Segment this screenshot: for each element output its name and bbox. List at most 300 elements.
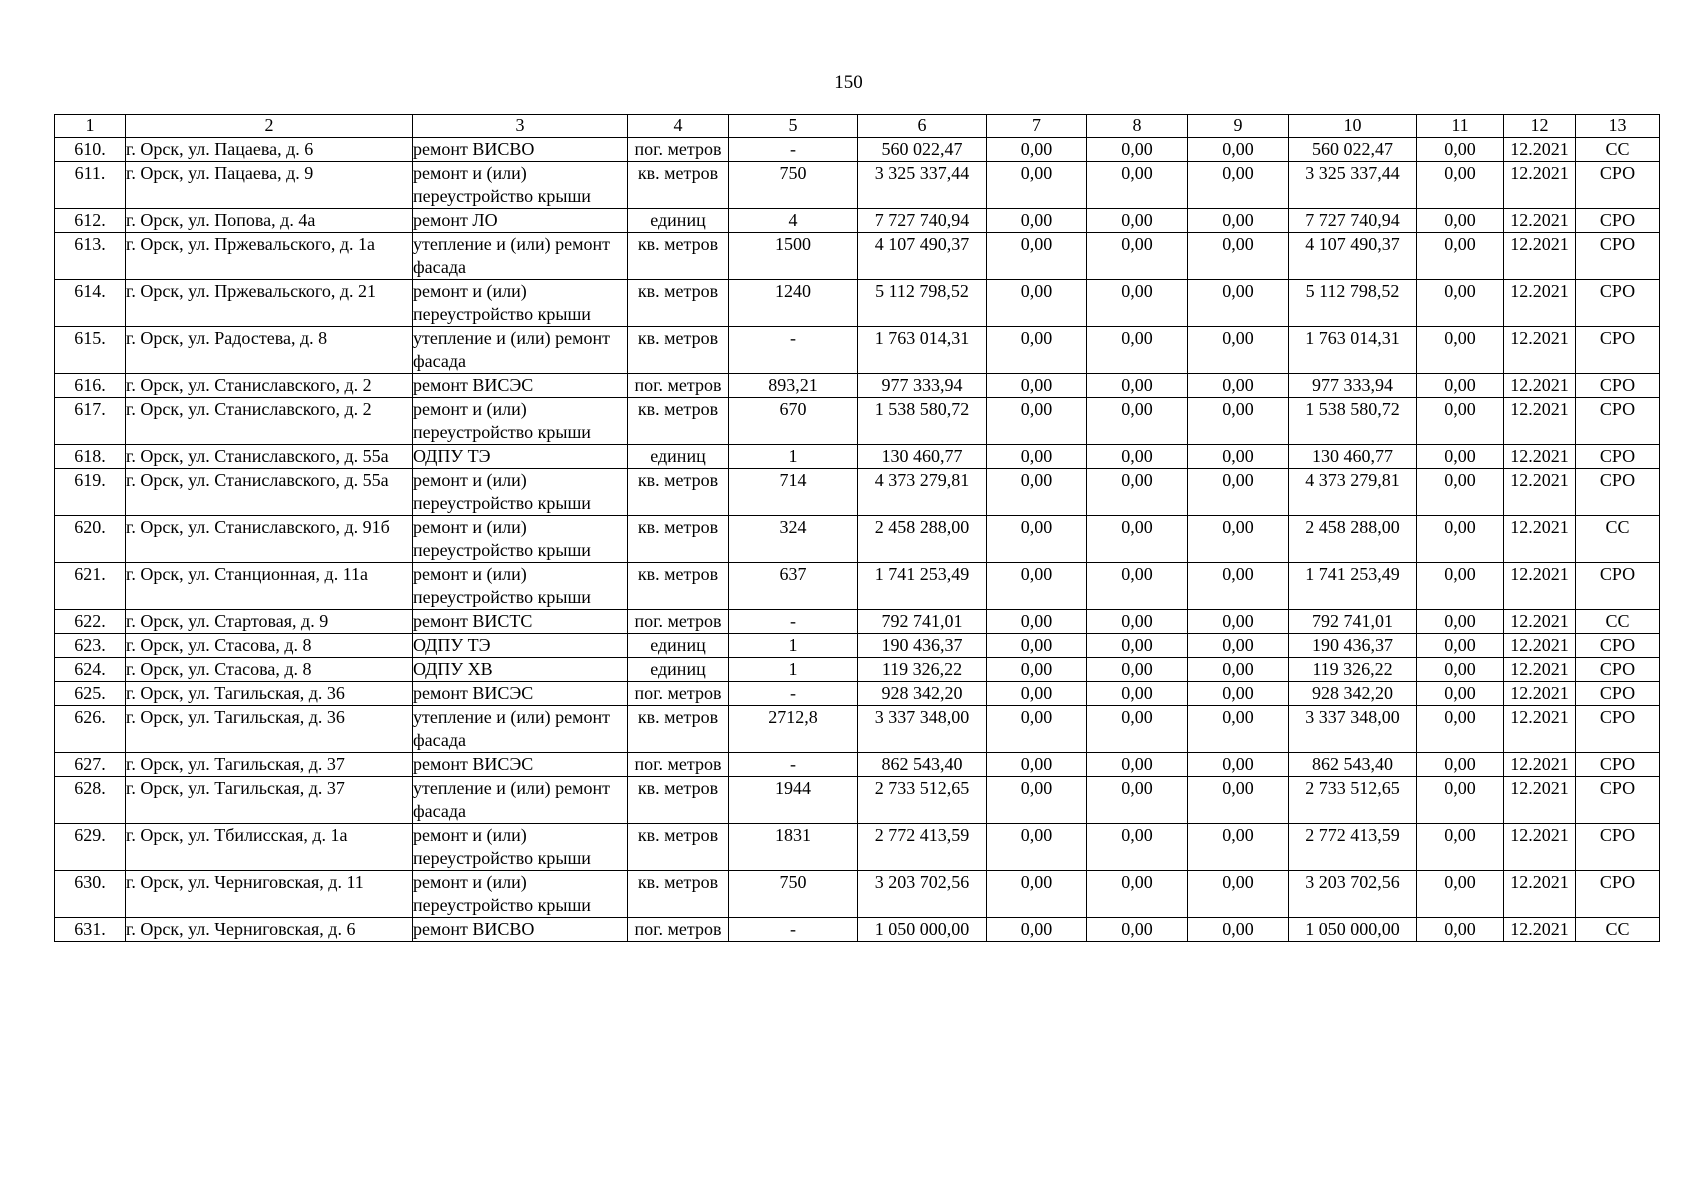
address-cell: г. Орск, ул. Тагильская, д. 37 [126,777,413,824]
total-cost-cell: 4 373 279,81 [858,469,987,516]
unit-cell: пог. метров [628,682,729,706]
fund-regional-cell: 0,00 [1087,753,1188,777]
completion-date-cell: 12.2021 [1504,445,1576,469]
total-cost-cell: 1 050 000,00 [858,918,987,942]
fund-owners-cell: 560 022,47 [1289,138,1417,162]
address-cell: г. Орск, ул. Попова, д. 4а [126,209,413,233]
fund-other-cell: 0,00 [1417,753,1504,777]
collection-method-cell: СРО [1576,658,1660,682]
quantity-cell: - [729,327,858,374]
fund-federal-cell: 0,00 [987,634,1087,658]
completion-date-cell: 12.2021 [1504,138,1576,162]
quantity-cell: 1 [729,445,858,469]
fund-local-cell: 0,00 [1188,610,1289,634]
fund-federal-cell: 0,00 [987,918,1087,942]
address-cell: г. Орск, ул. Станиславского, д. 91б [126,516,413,563]
collection-method-cell: СС [1576,918,1660,942]
collection-method-cell: СРО [1576,469,1660,516]
column-header: 7 [987,115,1087,138]
quantity-cell: 1240 [729,280,858,327]
fund-federal-cell: 0,00 [987,610,1087,634]
column-header: 13 [1576,115,1660,138]
fund-regional-cell: 0,00 [1087,682,1188,706]
column-header: 4 [628,115,729,138]
quantity-cell: 714 [729,469,858,516]
fund-local-cell: 0,00 [1188,374,1289,398]
table-row [55,753,1660,777]
collection-method-cell: СС [1576,516,1660,563]
fund-local-cell: 0,00 [1188,162,1289,209]
completion-date-cell: 12.2021 [1504,516,1576,563]
address-cell: г. Орск, ул. Тагильская, д. 36 [126,706,413,753]
completion-date-cell: 12.2021 [1504,753,1576,777]
total-cost-cell: 2 458 288,00 [858,516,987,563]
table-row [55,233,1660,280]
quantity-cell: 1831 [729,824,858,871]
fund-owners-cell: 792 741,01 [1289,610,1417,634]
total-cost-cell: 3 325 337,44 [858,162,987,209]
fund-regional-cell: 0,00 [1087,634,1188,658]
total-cost-cell: 5 112 798,52 [858,280,987,327]
work-type-cell: утепление и (или) ремонт фасада [413,327,628,374]
work-type-cell: ремонт и (или) переустройство крыши [413,398,628,445]
fund-regional-cell: 0,00 [1087,327,1188,374]
work-type-cell: ремонт и (или) переустройство крыши [413,824,628,871]
fund-federal-cell: 0,00 [987,374,1087,398]
total-cost-cell: 7 727 740,94 [858,209,987,233]
fund-regional-cell: 0,00 [1087,209,1188,233]
fund-other-cell: 0,00 [1417,516,1504,563]
fund-owners-cell: 119 326,22 [1289,658,1417,682]
address-cell: г. Орск, ул. Станционная, д. 11а [126,563,413,610]
completion-date-cell: 12.2021 [1504,233,1576,280]
fund-federal-cell: 0,00 [987,445,1087,469]
unit-cell: кв. метров [628,233,729,280]
quantity-cell: 750 [729,162,858,209]
work-type-cell: ремонт ВИСТС [413,610,628,634]
collection-method-cell: СРО [1576,706,1660,753]
unit-cell: кв. метров [628,327,729,374]
fund-owners-cell: 2 458 288,00 [1289,516,1417,563]
fund-regional-cell: 0,00 [1087,445,1188,469]
collection-method-cell: СРО [1576,777,1660,824]
collection-method-cell: СРО [1576,233,1660,280]
column-header: 11 [1417,115,1504,138]
table-row [55,209,1660,233]
fund-federal-cell: 0,00 [987,469,1087,516]
work-type-cell: ремонт ВИСВО [413,918,628,942]
fund-federal-cell: 0,00 [987,824,1087,871]
fund-other-cell: 0,00 [1417,658,1504,682]
column-header: 12 [1504,115,1576,138]
fund-other-cell: 0,00 [1417,209,1504,233]
fund-owners-cell: 2 733 512,65 [1289,777,1417,824]
total-cost-cell: 862 543,40 [858,753,987,777]
row-number-cell: 620. [55,516,126,563]
fund-federal-cell: 0,00 [987,516,1087,563]
table-row [55,374,1660,398]
total-cost-cell: 119 326,22 [858,658,987,682]
collection-method-cell: СРО [1576,398,1660,445]
column-header: 10 [1289,115,1417,138]
table-row [55,658,1660,682]
row-number-cell: 630. [55,871,126,918]
work-type-cell: утепление и (или) ремонт фасада [413,777,628,824]
completion-date-cell: 12.2021 [1504,327,1576,374]
fund-regional-cell: 0,00 [1087,162,1188,209]
table-row [55,824,1660,871]
fund-regional-cell: 0,00 [1087,777,1188,824]
capital-repair-table [54,114,1660,942]
fund-local-cell: 0,00 [1188,138,1289,162]
unit-cell: кв. метров [628,280,729,327]
total-cost-cell: 3 337 348,00 [858,706,987,753]
fund-local-cell: 0,00 [1188,824,1289,871]
table-row [55,398,1660,445]
row-number-cell: 624. [55,658,126,682]
fund-other-cell: 0,00 [1417,374,1504,398]
fund-regional-cell: 0,00 [1087,516,1188,563]
unit-cell: кв. метров [628,398,729,445]
fund-owners-cell: 1 741 253,49 [1289,563,1417,610]
fund-local-cell: 0,00 [1188,209,1289,233]
unit-cell: пог. метров [628,138,729,162]
fund-owners-cell: 928 342,20 [1289,682,1417,706]
fund-local-cell: 0,00 [1188,706,1289,753]
fund-local-cell: 0,00 [1188,327,1289,374]
unit-cell: кв. метров [628,516,729,563]
fund-local-cell: 0,00 [1188,682,1289,706]
fund-regional-cell: 0,00 [1087,563,1188,610]
row-number-cell: 613. [55,233,126,280]
completion-date-cell: 12.2021 [1504,374,1576,398]
completion-date-cell: 12.2021 [1504,610,1576,634]
table-row [55,777,1660,824]
row-number-cell: 614. [55,280,126,327]
quantity-cell: - [729,610,858,634]
fund-other-cell: 0,00 [1417,445,1504,469]
fund-other-cell: 0,00 [1417,824,1504,871]
quantity-cell: 1 [729,634,858,658]
address-cell: г. Орск, ул. Пржевальского, д. 21 [126,280,413,327]
fund-federal-cell: 0,00 [987,706,1087,753]
completion-date-cell: 12.2021 [1504,398,1576,445]
fund-federal-cell: 0,00 [987,233,1087,280]
column-header: 1 [55,115,126,138]
fund-other-cell: 0,00 [1417,563,1504,610]
fund-regional-cell: 0,00 [1087,871,1188,918]
fund-local-cell: 0,00 [1188,280,1289,327]
table-body [55,138,1660,942]
total-cost-cell: 1 763 014,31 [858,327,987,374]
collection-method-cell: СРО [1576,327,1660,374]
quantity-cell: - [729,918,858,942]
fund-federal-cell: 0,00 [987,753,1087,777]
table-header [55,115,1660,138]
total-cost-cell: 792 741,01 [858,610,987,634]
address-cell: г. Орск, ул. Станиславского, д. 55а [126,469,413,516]
fund-regional-cell: 0,00 [1087,233,1188,280]
collection-method-cell: СС [1576,138,1660,162]
fund-regional-cell: 0,00 [1087,610,1188,634]
total-cost-cell: 977 333,94 [858,374,987,398]
table-row [55,634,1660,658]
work-type-cell: утепление и (или) ремонт фасада [413,706,628,753]
completion-date-cell: 12.2021 [1504,918,1576,942]
collection-method-cell: СРО [1576,445,1660,469]
quantity-cell: - [729,682,858,706]
row-number-cell: 621. [55,563,126,610]
fund-federal-cell: 0,00 [987,563,1087,610]
fund-local-cell: 0,00 [1188,563,1289,610]
row-number-cell: 611. [55,162,126,209]
fund-owners-cell: 2 772 413,59 [1289,824,1417,871]
address-cell: г. Орск, ул. Стасова, д. 8 [126,658,413,682]
table-row [55,918,1660,942]
column-header: 9 [1188,115,1289,138]
collection-method-cell: СС [1576,610,1660,634]
address-cell: г. Орск, ул. Станиславского, д. 55а [126,445,413,469]
fund-regional-cell: 0,00 [1087,398,1188,445]
total-cost-cell: 3 203 702,56 [858,871,987,918]
quantity-cell: - [729,138,858,162]
unit-cell: единиц [628,209,729,233]
table-row [55,706,1660,753]
collection-method-cell: СРО [1576,563,1660,610]
fund-other-cell: 0,00 [1417,162,1504,209]
fund-other-cell: 0,00 [1417,138,1504,162]
completion-date-cell: 12.2021 [1504,777,1576,824]
completion-date-cell: 12.2021 [1504,209,1576,233]
fund-regional-cell: 0,00 [1087,658,1188,682]
fund-other-cell: 0,00 [1417,280,1504,327]
fund-local-cell: 0,00 [1188,753,1289,777]
row-number-cell: 617. [55,398,126,445]
address-cell: г. Орск, ул. Пржевальского, д. 1а [126,233,413,280]
collection-method-cell: СРО [1576,209,1660,233]
fund-federal-cell: 0,00 [987,162,1087,209]
table-row [55,682,1660,706]
completion-date-cell: 12.2021 [1504,871,1576,918]
fund-other-cell: 0,00 [1417,398,1504,445]
unit-cell: единиц [628,658,729,682]
row-number-cell: 612. [55,209,126,233]
unit-cell: единиц [628,445,729,469]
table-row [55,563,1660,610]
quantity-cell: 1 [729,658,858,682]
work-type-cell: ремонт и (или) переустройство крыши [413,516,628,563]
total-cost-cell: 190 436,37 [858,634,987,658]
fund-other-cell: 0,00 [1417,706,1504,753]
unit-cell: кв. метров [628,777,729,824]
row-number-cell: 616. [55,374,126,398]
address-cell: г. Орск, ул. Черниговская, д. 6 [126,918,413,942]
fund-owners-cell: 4 107 490,37 [1289,233,1417,280]
column-header: 2 [126,115,413,138]
row-number-cell: 629. [55,824,126,871]
address-cell: г. Орск, ул. Станиславского, д. 2 [126,398,413,445]
row-number-cell: 618. [55,445,126,469]
collection-method-cell: СРО [1576,682,1660,706]
work-type-cell: ремонт ВИСЭС [413,682,628,706]
address-cell: г. Орск, ул. Тагильская, д. 36 [126,682,413,706]
fund-owners-cell: 3 325 337,44 [1289,162,1417,209]
table-row [55,445,1660,469]
page-number: 150 [834,72,863,93]
fund-other-cell: 0,00 [1417,918,1504,942]
unit-cell: кв. метров [628,162,729,209]
completion-date-cell: 12.2021 [1504,469,1576,516]
fund-regional-cell: 0,00 [1087,918,1188,942]
fund-federal-cell: 0,00 [987,682,1087,706]
table-row [55,138,1660,162]
work-type-cell: ремонт и (или) переустройство крыши [413,563,628,610]
total-cost-cell: 1 741 253,49 [858,563,987,610]
fund-regional-cell: 0,00 [1087,469,1188,516]
fund-other-cell: 0,00 [1417,233,1504,280]
quantity-cell: 324 [729,516,858,563]
work-type-cell: ремонт ВИСЭС [413,753,628,777]
fund-owners-cell: 1 050 000,00 [1289,918,1417,942]
fund-other-cell: 0,00 [1417,610,1504,634]
table-row [55,327,1660,374]
fund-local-cell: 0,00 [1188,516,1289,563]
row-number-cell: 627. [55,753,126,777]
completion-date-cell: 12.2021 [1504,634,1576,658]
unit-cell: кв. метров [628,563,729,610]
header-row [55,115,1660,138]
row-number-cell: 622. [55,610,126,634]
total-cost-cell: 560 022,47 [858,138,987,162]
table-row [55,610,1660,634]
fund-local-cell: 0,00 [1188,634,1289,658]
fund-federal-cell: 0,00 [987,777,1087,824]
collection-method-cell: СРО [1576,162,1660,209]
quantity-cell: 637 [729,563,858,610]
table-row [55,871,1660,918]
fund-other-cell: 0,00 [1417,327,1504,374]
address-cell: г. Орск, ул. Стасова, д. 8 [126,634,413,658]
fund-other-cell: 0,00 [1417,469,1504,516]
fund-other-cell: 0,00 [1417,871,1504,918]
work-type-cell: ремонт и (или) переустройство крыши [413,871,628,918]
fund-owners-cell: 1 763 014,31 [1289,327,1417,374]
completion-date-cell: 12.2021 [1504,658,1576,682]
fund-owners-cell: 130 460,77 [1289,445,1417,469]
table-row [55,516,1660,563]
fund-owners-cell: 7 727 740,94 [1289,209,1417,233]
row-number-cell: 623. [55,634,126,658]
fund-other-cell: 0,00 [1417,682,1504,706]
unit-cell: пог. метров [628,918,729,942]
collection-method-cell: СРО [1576,280,1660,327]
address-cell: г. Орск, ул. Пацаева, д. 6 [126,138,413,162]
fund-local-cell: 0,00 [1188,398,1289,445]
work-type-cell: ремонт ВИСЭС [413,374,628,398]
unit-cell: кв. метров [628,871,729,918]
fund-federal-cell: 0,00 [987,327,1087,374]
fund-owners-cell: 3 203 702,56 [1289,871,1417,918]
fund-federal-cell: 0,00 [987,209,1087,233]
work-type-cell: ремонт ЛО [413,209,628,233]
fund-owners-cell: 3 337 348,00 [1289,706,1417,753]
fund-local-cell: 0,00 [1188,469,1289,516]
work-type-cell: ОДПУ ТЭ [413,634,628,658]
row-number-cell: 626. [55,706,126,753]
fund-other-cell: 0,00 [1417,634,1504,658]
fund-local-cell: 0,00 [1188,658,1289,682]
address-cell: г. Орск, ул. Черниговская, д. 11 [126,871,413,918]
work-type-cell: ОДПУ ТЭ [413,445,628,469]
address-cell: г. Орск, ул. Станиславского, д. 2 [126,374,413,398]
row-number-cell: 610. [55,138,126,162]
table-row [55,469,1660,516]
row-number-cell: 615. [55,327,126,374]
fund-local-cell: 0,00 [1188,871,1289,918]
column-header: 6 [858,115,987,138]
total-cost-cell: 2 772 413,59 [858,824,987,871]
table-row [55,280,1660,327]
address-cell: г. Орск, ул. Пацаева, д. 9 [126,162,413,209]
fund-regional-cell: 0,00 [1087,138,1188,162]
quantity-cell: 1944 [729,777,858,824]
quantity-cell: 750 [729,871,858,918]
quantity-cell: 1500 [729,233,858,280]
fund-owners-cell: 4 373 279,81 [1289,469,1417,516]
fund-local-cell: 0,00 [1188,777,1289,824]
completion-date-cell: 12.2021 [1504,563,1576,610]
row-number-cell: 619. [55,469,126,516]
total-cost-cell: 2 733 512,65 [858,777,987,824]
fund-regional-cell: 0,00 [1087,706,1188,753]
completion-date-cell: 12.2021 [1504,162,1576,209]
unit-cell: пог. метров [628,753,729,777]
quantity-cell: 2712,8 [729,706,858,753]
address-cell: г. Орск, ул. Тагильская, д. 37 [126,753,413,777]
unit-cell: кв. метров [628,706,729,753]
work-type-cell: ремонт ВИСВО [413,138,628,162]
fund-federal-cell: 0,00 [987,398,1087,445]
column-header: 8 [1087,115,1188,138]
work-type-cell: утепление и (или) ремонт фасада [413,233,628,280]
fund-owners-cell: 190 436,37 [1289,634,1417,658]
row-number-cell: 628. [55,777,126,824]
fund-owners-cell: 977 333,94 [1289,374,1417,398]
row-number-cell: 625. [55,682,126,706]
unit-cell: единиц [628,634,729,658]
total-cost-cell: 4 107 490,37 [858,233,987,280]
collection-method-cell: СРО [1576,824,1660,871]
fund-regional-cell: 0,00 [1087,280,1188,327]
address-cell: г. Орск, ул. Радостева, д. 8 [126,327,413,374]
quantity-cell: 4 [729,209,858,233]
collection-method-cell: СРО [1576,871,1660,918]
table-row [55,162,1660,209]
total-cost-cell: 928 342,20 [858,682,987,706]
column-header: 3 [413,115,628,138]
work-type-cell: ремонт и (или) переустройство крыши [413,162,628,209]
fund-regional-cell: 0,00 [1087,824,1188,871]
completion-date-cell: 12.2021 [1504,706,1576,753]
fund-owners-cell: 862 543,40 [1289,753,1417,777]
fund-owners-cell: 1 538 580,72 [1289,398,1417,445]
quantity-cell: 893,21 [729,374,858,398]
quantity-cell: 670 [729,398,858,445]
collection-method-cell: СРО [1576,374,1660,398]
fund-local-cell: 0,00 [1188,233,1289,280]
completion-date-cell: 12.2021 [1504,682,1576,706]
address-cell: г. Орск, ул. Тбилисская, д. 1а [126,824,413,871]
